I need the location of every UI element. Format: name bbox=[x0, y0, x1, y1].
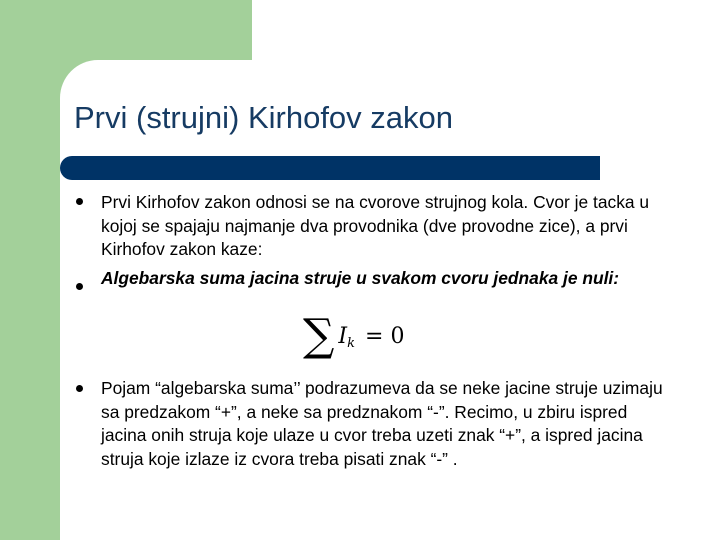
bullet-text-3: Pojam “algebarska suma’’ podrazumeva da se neke jacine struje uzimaju sa predzakom “+”, a neke sa predznakom “-”. Recimo, u zbiru ispred jacina onih struja koje ulaze u cvor treba uzeti znak “+”, a ispred jacina struja koje izlaze iz cvora treba pisati znak “-” . bbox=[101, 378, 663, 469]
kirchhoff-formula bbox=[303, 310, 405, 361]
bullet-dot-2 bbox=[76, 283, 83, 290]
sum-symbol: ∑ bbox=[303, 310, 335, 361]
bullet-dot-3 bbox=[76, 385, 83, 392]
formula-rhs: = 0 bbox=[365, 323, 405, 349]
slide-title: Prvi (strujni) Kirhofov zakon bbox=[74, 100, 454, 135]
green-left-strip bbox=[0, 0, 60, 540]
formula-variable: I bbox=[338, 323, 348, 349]
title-underline-bar bbox=[60, 156, 600, 180]
formula-subscript: k bbox=[347, 335, 356, 351]
bullet-text-1: Prvi Kirhofov zakon odnosi se na cvorove strujnog kola. Cvor je tacka u kojoj se spajaju najmanje dva provodnika (dve provodne zice), a prvi Kirhofov zakon kaze: bbox=[101, 192, 650, 259]
bullet-dot-1 bbox=[76, 198, 83, 205]
bullet-text-2: Algebarska suma jacina struje u svakom cvoru jednaka je nuli: bbox=[101, 268, 620, 288]
